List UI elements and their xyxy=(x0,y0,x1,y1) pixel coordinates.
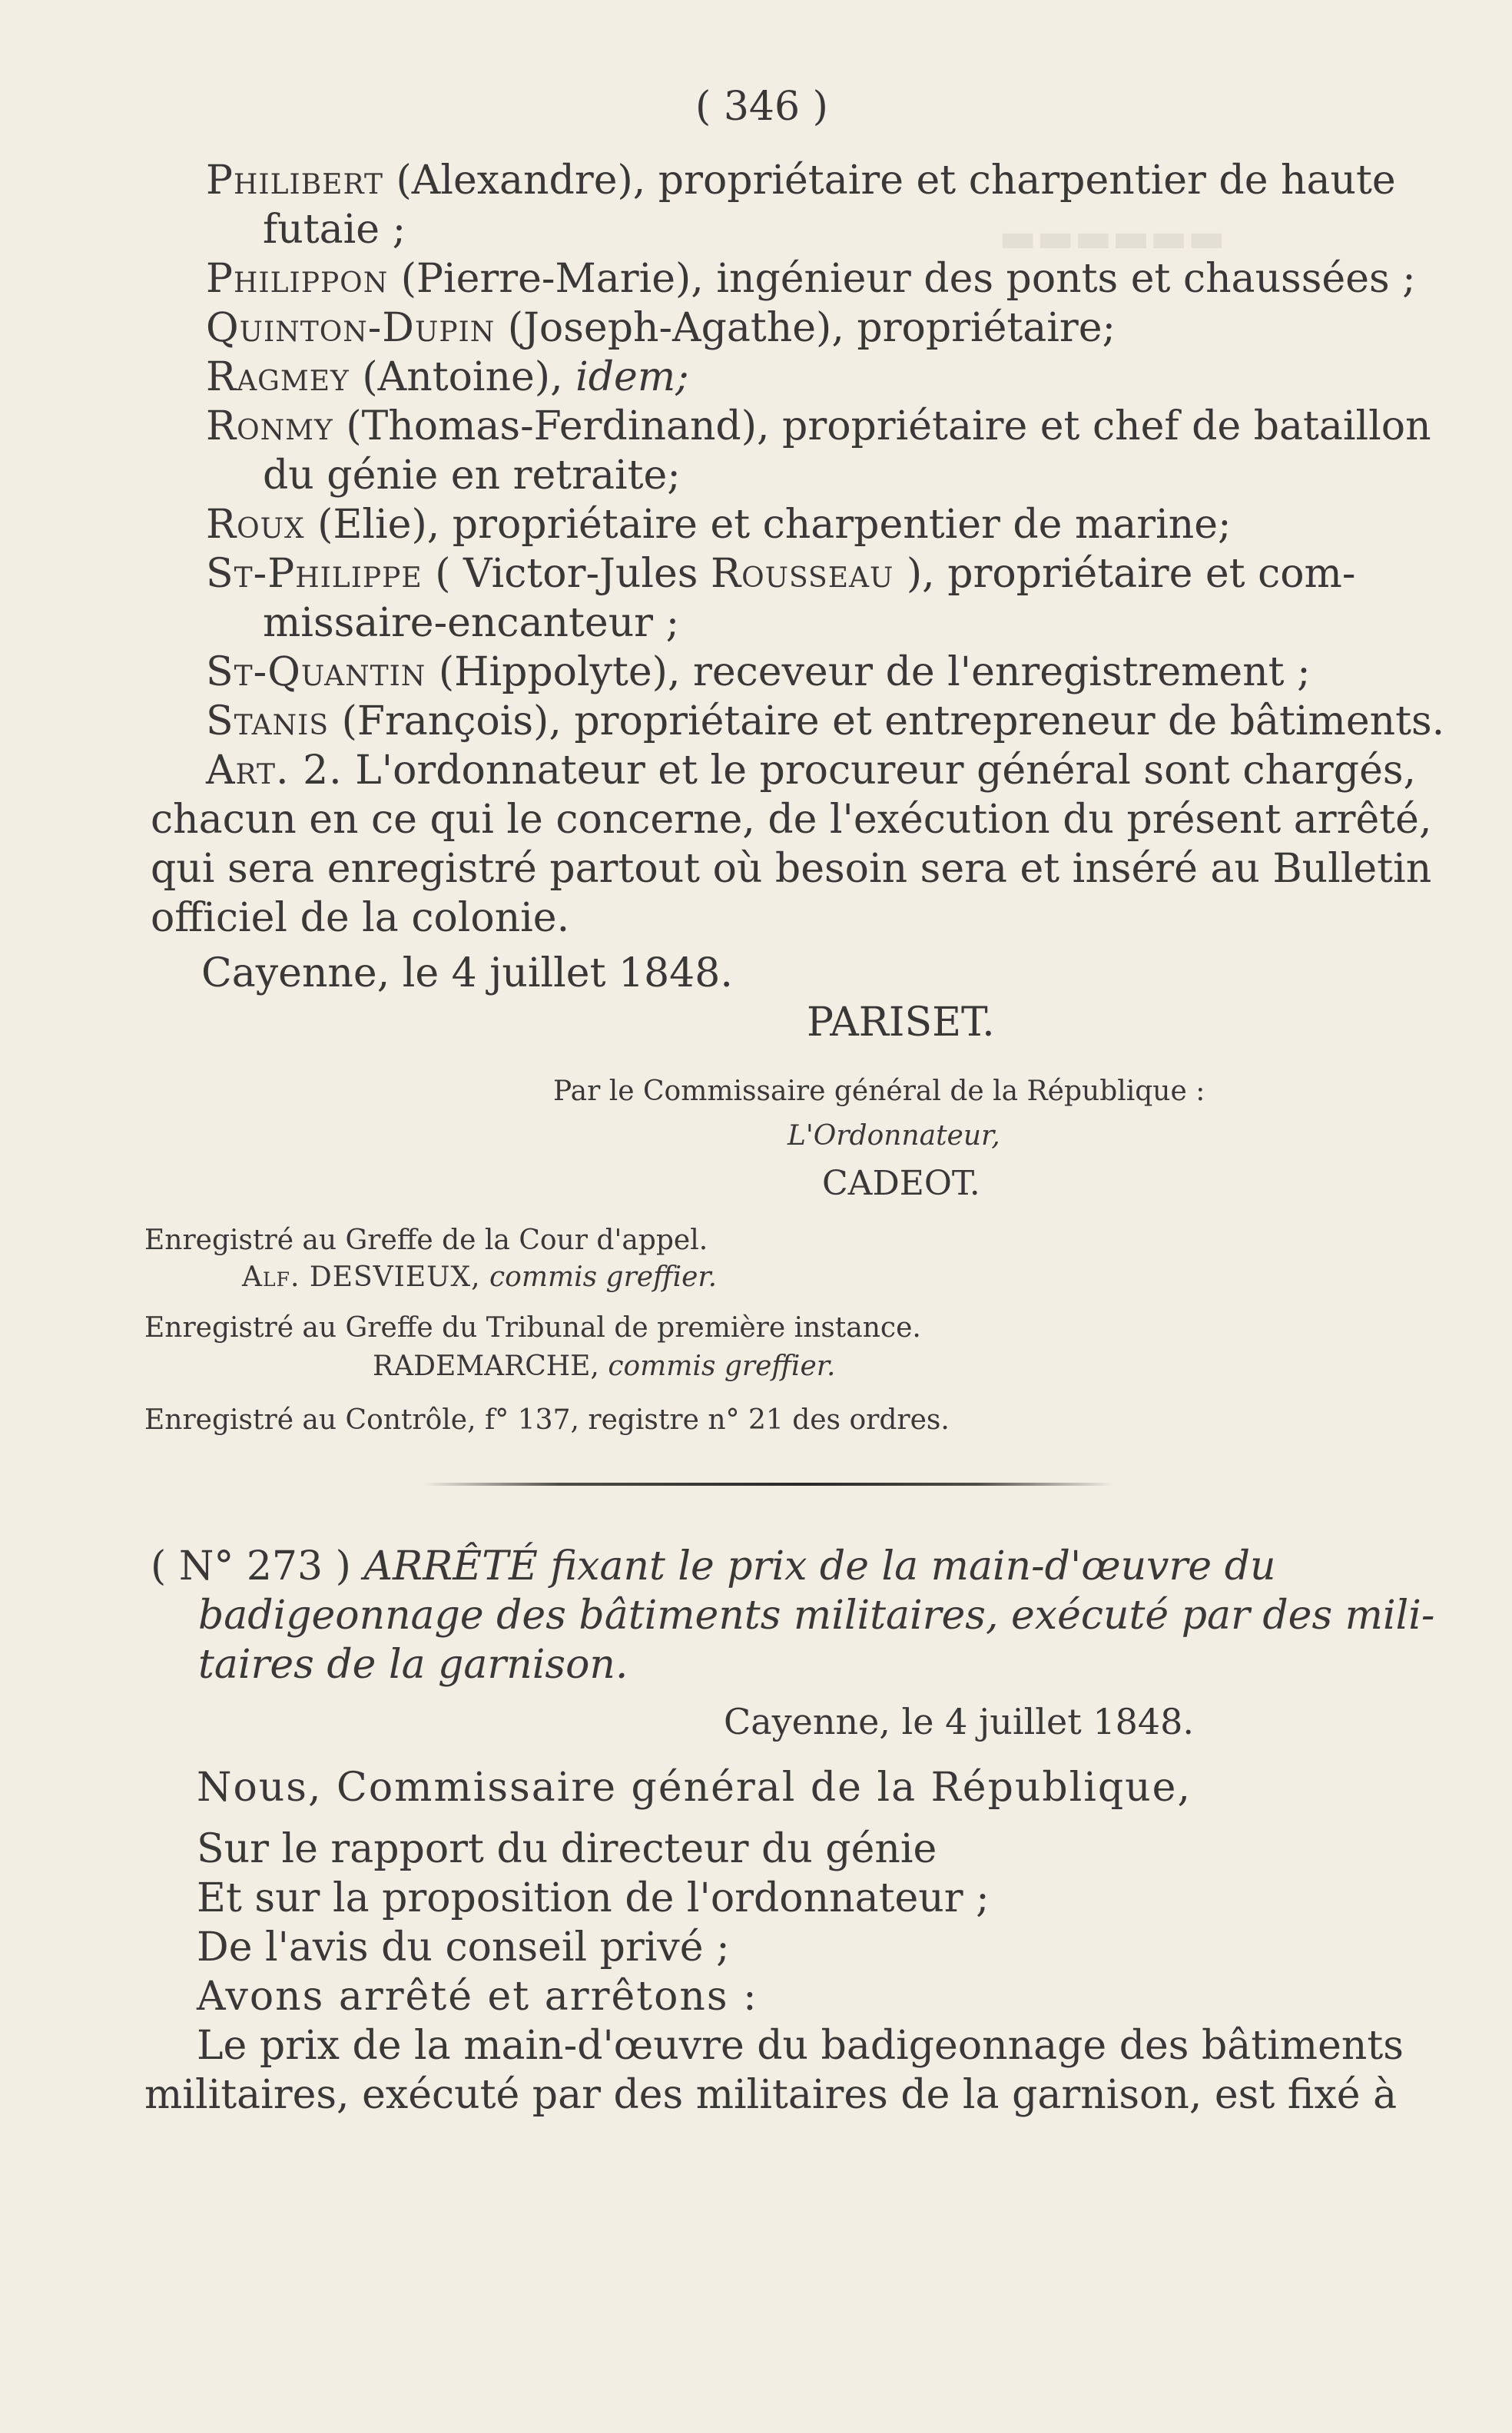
decree-line: militaires, exécuté par des militaires de la garnison, est fixé à xyxy=(144,2072,1398,2118)
article-2-line xyxy=(206,747,1416,794)
clerk-name: Alf. DESVIEUX, xyxy=(242,1261,481,1293)
registration-signature xyxy=(373,1349,835,1384)
entry-continuation: futaie ; xyxy=(263,207,406,253)
entry-name: St-Philippe xyxy=(206,551,423,597)
entry-text: (Joseph-Agathe), propriétaire; xyxy=(495,305,1116,351)
entry-line xyxy=(206,255,1416,303)
decree-line: Le prix de la main-d'œuvre du badigeonnage des bâtiments xyxy=(197,2023,1404,2069)
decree-number: ( N° 273 ) xyxy=(151,1543,351,1589)
decree-title-line: badigeonnage des bâtiments militaires, exécuté par des mili- xyxy=(198,1593,1435,1639)
entry-name-2: Rousseau xyxy=(711,551,894,597)
entry-line xyxy=(206,550,1355,598)
page-number: ( 346 ) xyxy=(695,84,828,130)
decree-preamble: Nous, Commissaire général de la République, xyxy=(197,1765,1192,1811)
entry-line xyxy=(206,304,1116,352)
entry-name: Philibert xyxy=(206,157,383,204)
decree-date: Cayenne, le 4 juillet 1848. xyxy=(724,1701,1195,1742)
entry-text-2: ), propriétaire et com- xyxy=(894,551,1356,597)
entry-name: Stanis xyxy=(206,698,330,744)
entry-continuation: du génie en retraite; xyxy=(263,452,681,499)
decree-line: Avons arrêté et arrêtons : xyxy=(197,1974,758,2020)
entry-name: St-Quantin xyxy=(206,649,426,695)
clerk-role: commis greffier. xyxy=(598,1351,836,1382)
entry-line xyxy=(206,157,1396,204)
entry-italic: idem; xyxy=(575,354,689,400)
registration-controle: Enregistré au Contrôle, f° 137, registre n° 21 des ordres. xyxy=(144,1404,950,1436)
date-line: Cayenne, le 4 juillet 1848. xyxy=(201,950,733,996)
entry-name: Philippon xyxy=(206,256,389,302)
entry-text: (François), propriétaire et entrepreneur de bâtiments. xyxy=(329,698,1445,744)
registration-signature xyxy=(242,1260,717,1295)
entry-text: (Alexandre), propriétaire et charpentier de haute xyxy=(383,157,1396,204)
entry-line xyxy=(206,501,1232,549)
entry-text: (Hippolyte), receveur de l'enregistrement ; xyxy=(426,649,1311,695)
decree-title-line: taires de la garnison. xyxy=(198,1642,628,1688)
article-label: Art. 2. xyxy=(206,747,343,794)
registration-cour-appel: Enregistré au Greffe de la Cour d'appel. xyxy=(144,1225,708,1256)
entry-text: ( Victor-Jules xyxy=(422,551,711,597)
decree-title-line xyxy=(151,1543,1276,1590)
entry-line xyxy=(206,698,1444,745)
section-divider xyxy=(423,1483,1114,1486)
entry-text: (Antoine), xyxy=(349,354,576,400)
signature-cadeot: CADEOT. xyxy=(822,1164,980,1203)
decree-line: Sur le rapport du directeur du génie xyxy=(197,1826,937,1872)
entry-text: (Thomas-Ferdinand), propriétaire et chef de bataillon xyxy=(333,403,1431,449)
ordonnateur-title: L'Ordonnateur, xyxy=(788,1120,1000,1152)
entry-continuation: missaire-encanteur ; xyxy=(263,600,680,646)
entry-name: Ragmey xyxy=(206,354,350,400)
article-2-line: officiel de la colonie. xyxy=(151,895,570,941)
entry-text: (Elie), propriétaire et charpentier de marine; xyxy=(304,502,1232,548)
decree-title: ARRÊTÉ fixant le prix de la main-d'œuvre du xyxy=(350,1543,1276,1589)
entry-line xyxy=(206,353,689,401)
entry-name: Quinton-Dupin xyxy=(206,305,496,351)
decree-line: De l'avis du conseil privé ; xyxy=(197,1924,730,1971)
entry-text: (Pierre-Marie), ingénieur des ponts et chaussées ; xyxy=(388,256,1416,302)
decree-line: Et sur la proposition de l'ordonnateur ; xyxy=(197,1875,990,1921)
par-le-commissaire: Par le Commissaire général de la République : xyxy=(553,1076,1205,1107)
entry-line xyxy=(206,403,1431,450)
entry-name: Roux xyxy=(206,502,305,548)
article-2-line: qui sera enregistré partout où besoin sera et inséré au Bulletin xyxy=(151,846,1432,892)
article-text: L'ordonnateur et le procureur général sont chargés, xyxy=(342,747,1417,794)
clerk-name: RADEMARCHE, xyxy=(373,1351,599,1382)
entry-name: Ronmy xyxy=(206,403,333,449)
entry-line xyxy=(206,648,1311,696)
bleed-through: ▬▬▬▬▬▬ xyxy=(999,215,1225,261)
signature-pariset: PARISET. xyxy=(807,999,995,1046)
clerk-role: commis greffier. xyxy=(480,1261,718,1293)
article-2-line: chacun en ce qui le concerne, de l'exécution du présent arrêté, xyxy=(151,797,1432,843)
registration-tribunal: Enregistré au Greffe du Tribunal de première instance. xyxy=(144,1312,921,1344)
